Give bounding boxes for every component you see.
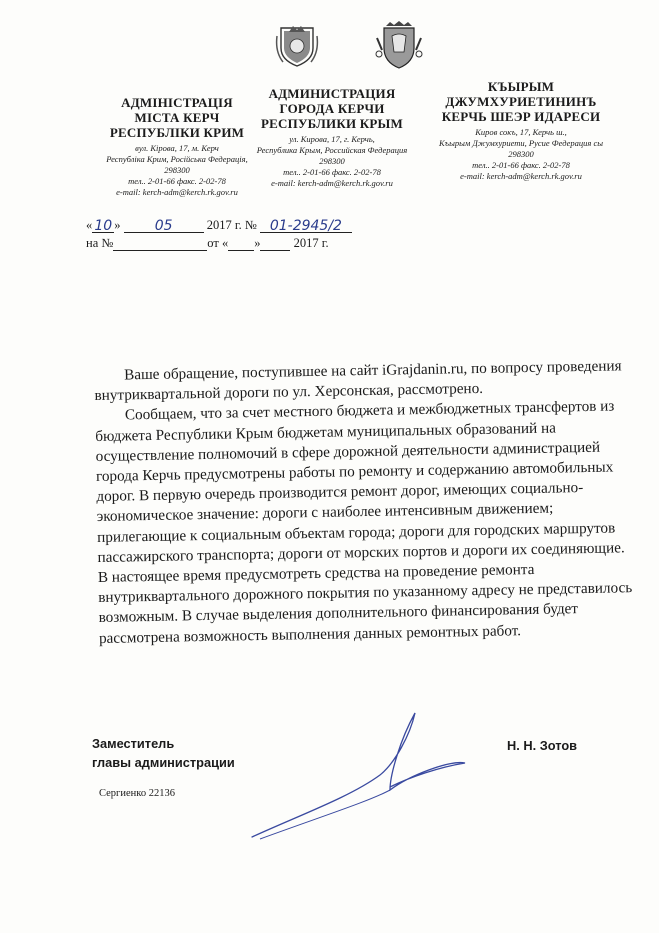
header-right-address <box>428 127 614 171</box>
header-center-email: e-mail: kerch-adm@kerch.rk.gov.ru <box>271 178 393 188</box>
handwritten-signature <box>240 705 480 845</box>
date-open-quote: « <box>86 218 93 232</box>
executor-note: Сергиенко 22136 <box>99 788 175 799</box>
position-line: главы администрации <box>92 755 235 770</box>
header-left-title <box>86 95 268 140</box>
body-paragraph: Ваше обращение, поступившее на сайт iGrajdanin.ru, по вопросу проведения внутриквартальной дороги по ул. Херсонская, рассмотрено. <box>94 357 622 405</box>
address-line: 298300 <box>164 165 190 175</box>
address-line: Республика Крым, Российская Федерация <box>256 145 408 155</box>
header-left-title-line: РЕСПУБЛІКИ КРИМ <box>109 125 245 140</box>
outgoing-reference <box>86 218 352 233</box>
body-paragraph: Сообщаем, что за счет местного бюджета и межбюджетных трансфертов из бюджета Республики Крым бюджетам муниципальных образований на осуществление полномочий в сфере дорожной деятельности администрацией города Керчь предусмотрены работы по ремонту и содержанию автомобильных дорог. В первую очередь производится ремонт дорог, имеющих социально-экономическое значение: дороги с наиболее интенсивным движением; прилегающие к социальным объектам города; дороги для городских маршрутов пассажирского транспорта; дороги от морских портов и дороги их соединяющие. В настоящее время предусмотреть средства на проведение ремонта внутриквартального дорожного покрытия по указанному адресу не представилось возможным. В случае выделения дополнительного финансирования будет рассмотрена возможность выполнения данных ремонтных работ. <box>95 397 633 647</box>
handwritten-outgoing-number: 01-2945/2 <box>269 218 342 234</box>
header-center-title <box>248 86 416 131</box>
reply-number-label: на № <box>86 236 114 250</box>
header-right-crimean-tatar <box>428 79 614 182</box>
date-close-quote: » <box>114 218 121 232</box>
position-line: Заместитель <box>92 736 175 751</box>
crimea-coat-of-arms-icon <box>275 22 319 68</box>
year-and-number-label: 2017 г. № <box>206 218 257 232</box>
header-right-title-line: ДЖУМХУРИЕТИНИНЪ <box>445 94 597 109</box>
header-center-address <box>248 134 416 178</box>
address-line: Республіка Крим, Російська Федерація, <box>106 154 248 164</box>
header-left-address <box>86 143 268 187</box>
address-line: 298300 <box>508 149 534 159</box>
header-center-title-line: АДМИНИСТРАЦИЯ <box>268 86 396 101</box>
header-left-title-line: АДМІНІСТРАЦІЯ <box>121 95 233 110</box>
reply-date-close: » <box>254 236 261 250</box>
letter-body <box>94 356 635 649</box>
header-center-title-line: РЕСПУБЛИКИ КРЫМ <box>261 116 403 131</box>
header-right-title <box>428 79 614 124</box>
address-line: вул. Кірова, 17, м. Керч <box>135 143 219 153</box>
address-line: ул. Кирова, 17, г. Керчь, <box>289 134 375 144</box>
kerch-city-coat-of-arms-icon <box>374 20 424 70</box>
incoming-reference <box>86 236 329 251</box>
header-center-title-line: ГОРОДА КЕРЧИ <box>279 101 385 116</box>
signatory-name: Н. Н. Зотов <box>507 738 578 753</box>
header-center-russian <box>248 86 416 189</box>
address-line: тел.. 2-01-66 факс. 2-02-78 <box>283 167 381 177</box>
address-line: тел.. 2-01-66 факс. 2-02-78 <box>472 160 570 170</box>
header-right-title-line: КЕРЧЬ ШЕЭР ИДАРЕСИ <box>441 109 601 124</box>
signatory-position <box>92 734 235 772</box>
header-left-ukrainian <box>86 95 268 198</box>
address-line: Киров сокъ, 17, Керчь ш., <box>475 127 567 137</box>
handwritten-month: 05 <box>154 218 173 234</box>
header-left-email: e-mail: kerch-adm@kerch.rk.gov.ru <box>116 187 238 197</box>
address-line: Къырым Джумхуриети, Русие Федерация сы <box>439 138 603 148</box>
header-left-title-line: МІСТА КЕРЧ <box>134 110 220 125</box>
header-right-title-line: КЪЫРЫМ <box>487 79 555 94</box>
address-line: тел.. 2-01-66 факс. 2-02-78 <box>128 176 226 186</box>
address-line: 298300 <box>319 156 345 166</box>
header-right-email: e-mail: kerch-adm@kerch.rk.gov.ru <box>460 171 582 181</box>
handwritten-day: 10 <box>94 218 113 234</box>
reply-date-label: от « <box>207 236 229 250</box>
reply-year-label: 2017 г. <box>293 236 329 250</box>
